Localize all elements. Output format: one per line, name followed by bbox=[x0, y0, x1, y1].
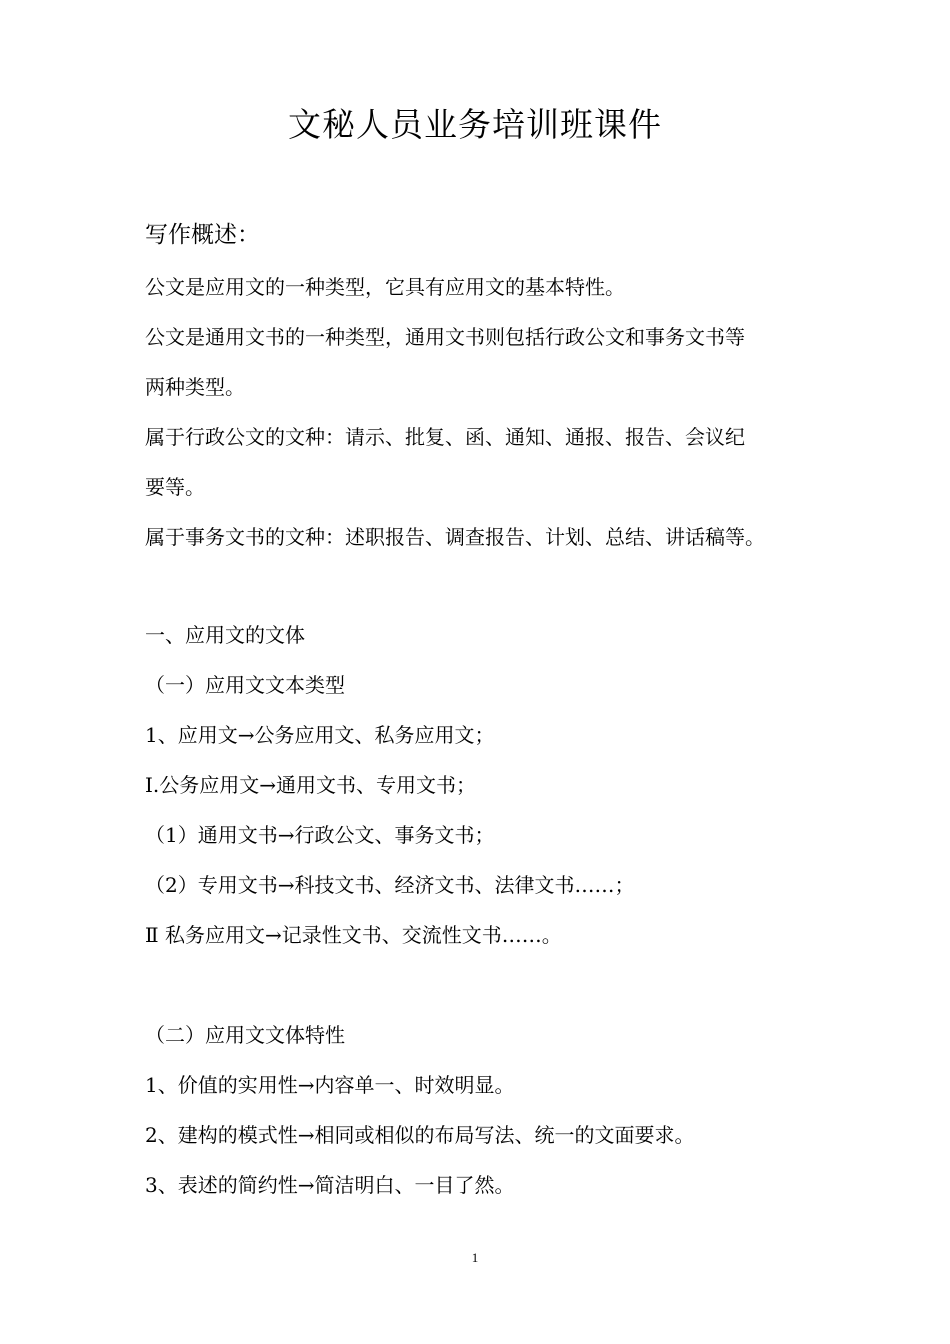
list-item: 1、应用文→公务应用文、私务应用文； bbox=[145, 723, 495, 747]
page-number: 1 bbox=[471, 1250, 479, 1265]
subsection-two-heading: （二）应用文文体特性 bbox=[145, 1023, 345, 1047]
overview-line: 要等。 bbox=[145, 475, 205, 499]
list-item: （1）通用文书→行政公文、事务文书； bbox=[145, 823, 495, 847]
overview-line: 公文是应用文的一种类型，它具有应用文的基本特性。 bbox=[145, 275, 625, 299]
list-item: 2、建构的模式性→相同或相似的布局写法、统一的文面要求。 bbox=[145, 1123, 695, 1147]
overview-line: 属于事务文书的文种：述职报告、调查报告、计划、总结、讲话稿等。 bbox=[145, 525, 765, 549]
overview-line: 属于行政公文的文种：请示、批复、函、通知、通报、报告、会议纪 bbox=[145, 425, 745, 449]
overview-line: 公文是通用文书的一种类型，通用文书则包括行政公文和事务文书等 bbox=[145, 325, 745, 349]
list-item: 3、表述的简约性→简洁明白、一目了然。 bbox=[145, 1173, 515, 1197]
part-one-heading: 一、应用文的文体 bbox=[145, 623, 305, 647]
subsection-one-heading: （一）应用文文本类型 bbox=[145, 673, 345, 697]
section-heading: 写作概述： bbox=[145, 222, 260, 248]
list-item: 1、价值的实用性→内容单一、时效明显。 bbox=[145, 1073, 515, 1097]
overview-paragraphs bbox=[145, 262, 810, 562]
list-item: Ⅰ.公务应用文→通用文书、专用文书； bbox=[145, 773, 477, 797]
paragraph-gap bbox=[145, 960, 810, 1010]
page-title: 文秘人员业务培训班课件 bbox=[288, 105, 662, 144]
overview-line: 两种类型。 bbox=[145, 375, 245, 399]
part-one bbox=[145, 610, 810, 1210]
list-item: Ⅱ 私务应用文→记录性文书、交流性文书……。 bbox=[145, 923, 562, 947]
list-item: （2）专用文书→科技文书、经济文书、法律文书……； bbox=[145, 873, 635, 897]
